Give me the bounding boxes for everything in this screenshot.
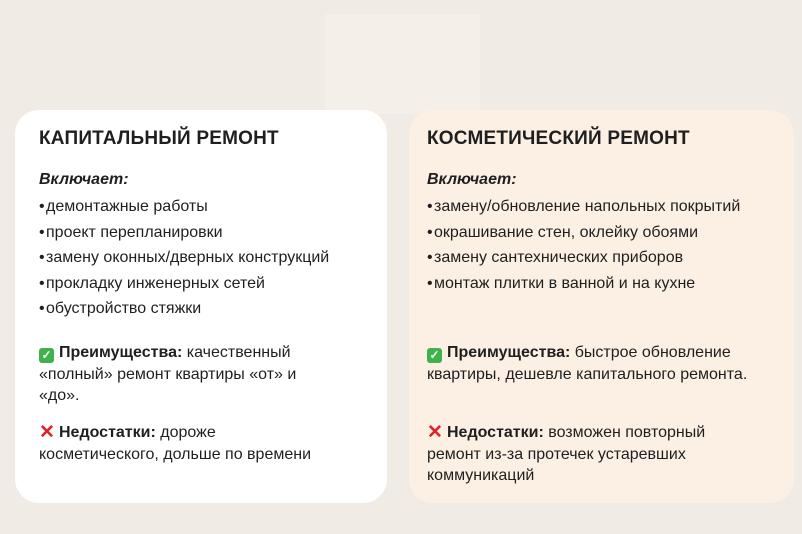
bullet-icon: • [39,249,45,266]
capital-repair-card [15,110,387,503]
includes-label: Включает: [427,171,517,188]
bullet-icon: • [427,223,433,241]
cons-block [39,422,329,465]
card-title: КОСМЕТИЧЕСКИЙ РЕМОНТ [427,128,690,149]
list-item [39,194,365,220]
bullet-icon: • [39,198,45,215]
list-item [427,245,772,271]
bullet-icon: • [39,223,45,241]
pros-label: Преимущества: [447,344,571,361]
list-item [427,194,772,220]
pros-block [39,342,329,407]
list-item-label: проект перепланировки [46,223,223,241]
bullet-icon: • [427,249,433,266]
cons-text: возможен повторный ремонт из-за протечек устаревших коммуникаций [427,424,706,484]
pros-text: качественный «полный» ремонт квартиры «от» и «до». [39,344,297,404]
list-item-label: окрашивание стен, оклейку обоями [434,223,699,241]
list-item [427,220,772,246]
list-item [39,220,365,246]
list-item [39,296,365,322]
cons-block [427,422,762,487]
bullet-icon: • [39,300,45,317]
list-item-label: замену сантехнических приборов [434,249,684,266]
list-item-label: замену/обновление напольных покрытий [434,198,741,215]
bullet-icon: • [39,274,45,292]
check-icon: ✓ [427,348,442,363]
pros-block [427,342,762,385]
list-item [427,271,772,297]
includes-label: Включает: [39,171,129,188]
cons-label: Недостатки: [59,424,156,441]
check-icon: ✓ [39,348,54,363]
cross-icon: ✕ [39,422,55,443]
pros-text: быстрое обновление квартиры, дешевле капитального ремонта. [427,344,748,383]
pros-label: Преимущества: [59,344,183,361]
bullet-icon: • [427,274,433,292]
list-item-label: демонтажные работы [46,198,208,215]
list-item [39,271,365,297]
includes-list [39,194,365,322]
card-title: КАПИТАЛЬНЫЙ РЕМОНТ [39,128,279,149]
bullet-icon: • [427,198,433,215]
list-item-label: замену оконных/дверных конструкций [46,249,330,266]
list-item-label: обустройство стяжки [46,300,202,317]
cosmetic-repair-card [409,110,794,503]
list-item-label: прокладку инженерных сетей [46,274,265,292]
includes-list [427,194,772,296]
list-item-label: монтаж плитки в ванной и на кухне [434,274,696,292]
cons-label: Недостатки: [447,424,544,441]
list-item [39,245,365,271]
cross-icon: ✕ [427,422,443,443]
cons-text: дороже косметического, дольше по времени [39,424,312,463]
background-block [325,14,480,114]
